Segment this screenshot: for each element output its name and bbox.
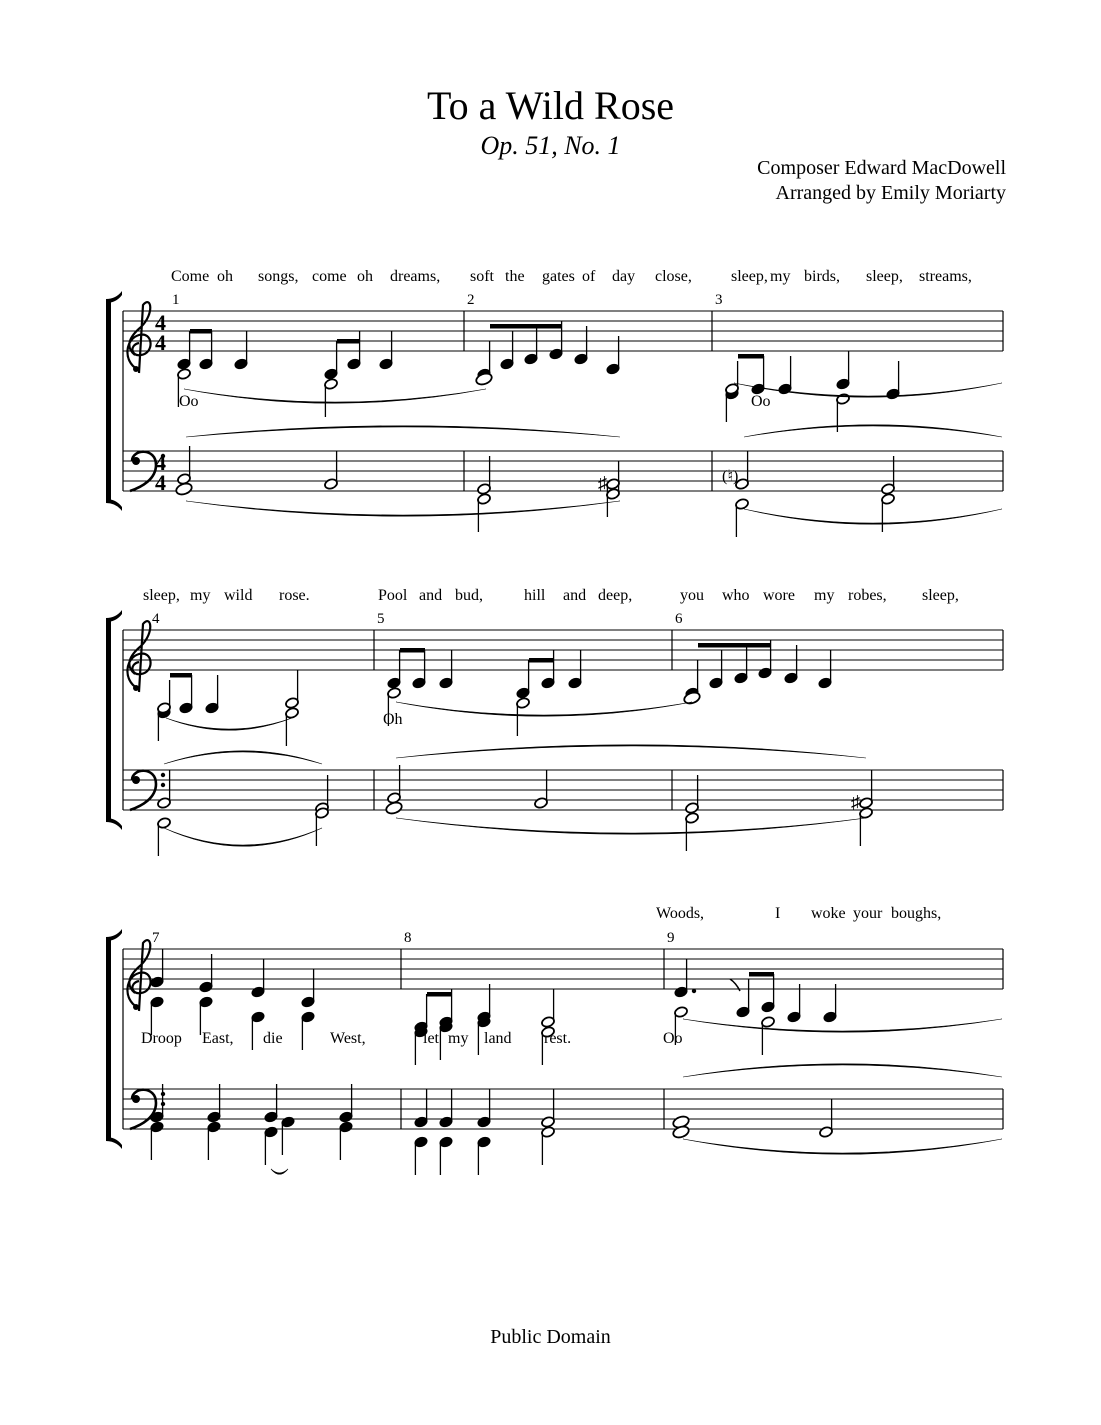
lyric-syllable: come <box>312 268 347 285</box>
time-signature-bottom: 4 <box>155 330 166 355</box>
slur <box>166 718 292 730</box>
measure-number: 1 <box>172 292 180 308</box>
treble-clef-path <box>127 621 150 692</box>
lyric-syllable: the <box>505 268 525 285</box>
lyric-syllable: close, <box>655 268 692 285</box>
lyric-syllable: birds, <box>804 268 840 285</box>
slur <box>184 389 486 403</box>
slur <box>186 426 620 437</box>
note <box>516 660 531 699</box>
note <box>281 1116 296 1155</box>
bass-clef-dot <box>161 773 165 777</box>
note <box>339 1084 354 1123</box>
lyric-syllable: rose. <box>279 587 310 604</box>
note <box>778 356 793 395</box>
note <box>751 356 766 395</box>
lyric-syllable: wore <box>763 587 795 604</box>
time-signature-top: 4 <box>155 310 166 335</box>
system <box>106 268 1003 537</box>
natural-accidental: (♮) <box>722 468 739 485</box>
lyric-syllable: my <box>814 587 835 604</box>
note <box>541 1126 556 1165</box>
treble-staff <box>123 311 1003 351</box>
lyric-syllable: Oh <box>383 711 403 728</box>
slur <box>396 745 866 758</box>
note <box>324 341 339 380</box>
note <box>524 326 539 365</box>
lyric-syllable: land <box>484 1030 512 1047</box>
note <box>541 989 556 1028</box>
treble-staff <box>123 630 1003 670</box>
measure-number: 8 <box>404 930 412 946</box>
note <box>301 1011 316 1050</box>
note <box>761 1016 776 1055</box>
bracket-cap <box>106 610 122 622</box>
beam <box>427 992 452 997</box>
beam <box>749 972 774 977</box>
lyric-syllable: your <box>853 905 883 922</box>
measure-number: 7 <box>152 930 160 946</box>
lyric-syllable: Woods, <box>656 905 705 922</box>
time-signature-bottom: 4 <box>155 470 166 495</box>
lyric-syllable: Oo <box>179 393 199 410</box>
note <box>477 1136 492 1175</box>
bass-clef-head <box>132 776 140 784</box>
lyric-syllable: oh <box>217 268 233 285</box>
slur <box>683 1064 1002 1077</box>
note <box>836 351 851 390</box>
note <box>387 765 402 804</box>
treble-staff <box>123 949 1003 989</box>
beam <box>529 658 554 663</box>
note <box>685 812 700 851</box>
note <box>264 1084 279 1123</box>
note <box>725 383 740 422</box>
treble-clef-path <box>127 302 150 373</box>
lyric-syllable: robes, <box>848 587 887 604</box>
note <box>784 645 799 684</box>
lyric-syllable: Come <box>171 268 210 285</box>
bracket-cap <box>106 818 122 830</box>
slur <box>744 425 1002 437</box>
beam <box>698 643 771 648</box>
treble-clef-path <box>127 940 150 1011</box>
lyric-syllable: sleep, <box>731 268 768 285</box>
note <box>179 675 194 714</box>
lyric-syllable: West, <box>330 1030 366 1047</box>
note <box>734 645 749 684</box>
note <box>285 670 300 709</box>
lyric-syllable: dreams, <box>390 268 441 285</box>
treble-clef-dot <box>133 1004 139 1010</box>
beam <box>170 673 192 678</box>
lyric-syllable: East, <box>202 1030 234 1047</box>
measure-number: 5 <box>377 611 385 627</box>
system-bracket <box>106 299 111 503</box>
lyric-syllable: my <box>770 268 791 285</box>
note <box>736 979 751 1018</box>
notehead <box>175 482 193 497</box>
lyric-syllable: of <box>582 268 596 285</box>
lyric-syllable: you <box>680 587 704 604</box>
note <box>761 974 776 1013</box>
note <box>735 498 750 537</box>
notehead <box>475 372 493 387</box>
beam <box>490 324 562 329</box>
note <box>859 807 874 846</box>
note <box>385 801 403 816</box>
slur <box>683 1139 1002 1154</box>
lyric-syllable: Pool <box>378 587 408 604</box>
beam <box>337 339 360 344</box>
beam <box>400 648 425 653</box>
page-title: To a Wild Rose <box>426 83 675 128</box>
treble-clef-dot <box>133 685 139 691</box>
sharp-accidental: ♯ <box>851 792 860 812</box>
notehead <box>385 801 403 816</box>
slur <box>396 702 692 716</box>
license-footer: Public Domain <box>490 1326 611 1348</box>
lyric-syllable: my <box>190 587 211 604</box>
note <box>685 775 700 814</box>
note <box>886 361 901 400</box>
bass-staff <box>123 1089 1003 1129</box>
slur <box>734 383 1002 397</box>
lyric-syllable: bud, <box>455 587 483 604</box>
note <box>324 378 339 417</box>
lyric-syllable: woke <box>811 905 846 922</box>
measure-number: 3 <box>715 292 723 308</box>
dotted-note-dot <box>692 989 696 993</box>
slur <box>683 1019 1002 1032</box>
opus-subtitle: Op. 51, No. 1 <box>480 131 621 160</box>
lyric-syllable: sleep, <box>866 268 903 285</box>
bracket-cap <box>106 1137 122 1149</box>
measure-number: 2 <box>467 292 475 308</box>
slur <box>744 509 1002 524</box>
composer-credit: Composer Edward MacDowell <box>757 157 1006 179</box>
lyric-syllable: wild <box>224 587 253 604</box>
bracket-cap <box>106 291 122 303</box>
note <box>339 1121 354 1160</box>
measure-number: 9 <box>667 930 675 946</box>
lyric-syllable: my <box>448 1030 469 1047</box>
lyric-syllable: who <box>722 587 750 604</box>
sharp-accidental: ♯ <box>598 473 607 493</box>
slur <box>164 751 322 764</box>
lyric-syllable: Droop <box>141 1030 182 1047</box>
lyric-syllable: boughs, <box>891 905 942 922</box>
lyric-syllable: Oo <box>751 393 771 410</box>
bracket-cap <box>106 499 122 511</box>
system <box>106 587 1003 856</box>
note <box>157 817 172 856</box>
lyric-syllable: oh <box>357 268 373 285</box>
note <box>606 336 621 375</box>
note <box>315 807 330 846</box>
treble-clef <box>127 940 150 1011</box>
measure-number: 6 <box>675 611 683 627</box>
note <box>264 1126 279 1165</box>
lyric-syllable: and <box>563 587 587 604</box>
bass-clef-head <box>132 457 140 465</box>
slur <box>271 1169 288 1174</box>
lyric-syllable: streams, <box>919 268 972 285</box>
treble-clef-dot <box>133 366 139 372</box>
note <box>175 482 193 497</box>
note <box>881 456 896 495</box>
note <box>207 1084 222 1123</box>
note <box>881 493 896 532</box>
arranger-credit: Arranged by Emily Moriarty <box>775 182 1006 204</box>
beam <box>738 354 764 359</box>
slur <box>396 818 866 834</box>
lyric-syllable: deep, <box>598 587 633 604</box>
lyric-syllable: sleep, <box>143 587 180 604</box>
note <box>414 1136 429 1175</box>
note <box>477 456 492 495</box>
treble-clef <box>127 302 150 373</box>
note <box>199 954 214 993</box>
note <box>157 702 172 741</box>
slur <box>164 828 322 846</box>
system-bracket <box>106 937 111 1141</box>
treble-clef <box>127 621 150 692</box>
lyric-syllable: soft <box>470 268 494 285</box>
slur <box>186 501 620 516</box>
lyric-syllable: I <box>775 905 781 922</box>
bass-clef-head <box>132 1095 140 1103</box>
note <box>477 493 492 532</box>
bass-staff <box>123 451 1003 491</box>
lyric-syllable: Oo <box>663 1030 683 1047</box>
note <box>205 675 220 714</box>
note <box>439 1136 454 1175</box>
lyric-syllable: let <box>423 1030 439 1047</box>
lyric-syllable: gates <box>542 268 575 285</box>
note <box>207 1121 222 1160</box>
system-bracket <box>106 618 111 822</box>
beam <box>190 329 212 334</box>
lyric-syllable: day <box>612 268 636 285</box>
lyric-syllable: die <box>263 1030 283 1047</box>
bracket-cap <box>106 929 122 941</box>
note <box>823 984 838 1023</box>
time-signature-top: 4 <box>155 450 166 475</box>
note <box>787 984 802 1023</box>
lyric-syllable: sleep, <box>922 587 959 604</box>
lyric-syllable: and <box>419 587 443 604</box>
lyric-syllable: rest. <box>544 1030 572 1047</box>
note <box>285 707 300 746</box>
note <box>150 1121 165 1160</box>
note <box>574 326 589 365</box>
note <box>177 446 192 485</box>
bass-clef-dot <box>161 783 165 787</box>
measure-number: 4 <box>152 611 160 627</box>
system <box>106 905 1003 1175</box>
note <box>475 372 493 387</box>
lyric-syllable: hill <box>524 587 546 604</box>
lyric-syllable: songs, <box>258 268 299 285</box>
